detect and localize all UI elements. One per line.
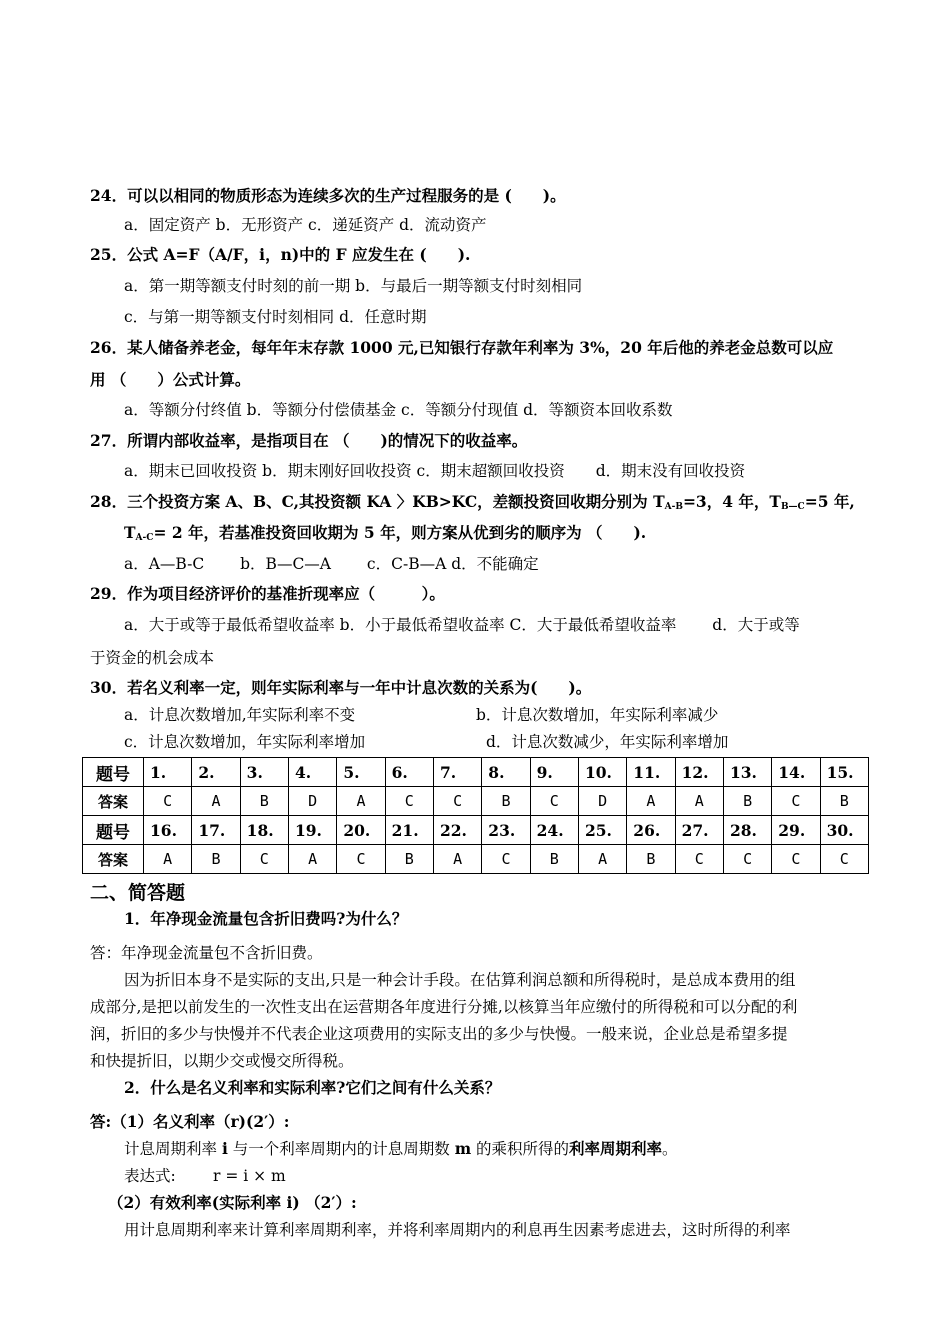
q30-option-c: c．计息次数增加，年实际利率增加 (124, 733, 366, 751)
answer-cell: D (578, 787, 626, 816)
answer-cell: C (820, 845, 868, 874)
label-question-number: 题号 (83, 816, 144, 845)
answer-1-para-line4: 和快提折旧，以期少交或慢交所得税。 (90, 1052, 354, 1070)
q29-options: a．大于或等于最低希望收益率 b．小于最低希望收益率 C．大于最低希望收益率 d．大于或等 (124, 616, 800, 634)
answer-1-lead: 答：年净现金流量包不含折旧费。 (90, 944, 323, 962)
qnum-cell: 29. (772, 816, 820, 845)
q26-options: a．等额分付终值 b．等额分付偿债基金 c．等额分付现值 d．等额资本回收系数 (124, 401, 673, 419)
qnum-cell: 13. (723, 758, 771, 787)
q25-options-1: a．第一期等额支付时刻的前一期 b．与最后一期等额支付时刻相同 (124, 277, 583, 295)
q30-stem: 30．若名义利率一定，则年实际利率与一年中计息次数的关系为( )。 (90, 678, 592, 697)
answer-cell: B (627, 845, 675, 874)
answer-table-number-row-1 (83, 758, 869, 787)
q29-stem: 29．作为项目经济评价的基准折现率应（ ）。 (90, 584, 445, 603)
answer-cell: D (288, 787, 336, 816)
answer-cell: B (482, 787, 530, 816)
qnum-cell: 24. (530, 816, 578, 845)
answer-cell: B (240, 787, 288, 816)
q30-option-a: a．计息次数增加,年实际利率不变 (124, 706, 356, 724)
answer-cell: A (433, 845, 481, 874)
q30-option-d: d．计息次数减少，年实际利率增加 (486, 733, 729, 751)
qnum-cell: 8. (482, 758, 530, 787)
answer-cell: A (675, 787, 723, 816)
q29-options-cont: 于资金的机会成本 (90, 649, 215, 667)
answer-2-expression: r = i × m (213, 1167, 286, 1185)
q28-stem-line1: 28．三个投资方案 A、B、C,其投资额 KA 〉KB>KC，差额投资回收期分别为 $T_{A-B}=3$，4 年，$T_{B—C}=5$ 年, (90, 492, 855, 512)
answer-cell: A (192, 787, 240, 816)
answer-cell: C (337, 845, 385, 874)
qnum-cell: 5. (337, 758, 385, 787)
q26-stem-line2: 用 （ ）公式计算。 (90, 370, 251, 389)
answer-table-answer-row-2 (83, 845, 869, 874)
qnum-cell: 20. (337, 816, 385, 845)
answer-1-para-line2: 成部分,是把以前发生的一次性支出在运营期各年度进行分摊,以核算当年应缴付的所得税和可以分配的利 (90, 998, 798, 1016)
answer-cell: C (482, 845, 530, 874)
qnum-cell: 27. (675, 816, 723, 845)
qnum-cell: 12. (675, 758, 723, 787)
answer-cell: C (675, 845, 723, 874)
qnum-cell: 18. (240, 816, 288, 845)
qnum-cell: 21. (385, 816, 433, 845)
answer-cell: C (385, 787, 433, 816)
answer-cell: C (240, 845, 288, 874)
answer-2-last-line: 用计息周期利率来计算利率周期利率，并将利率周期内的利息再生因素考虑进去，这时所得的利率 (124, 1221, 791, 1239)
answer-1-para-line1: 因为折旧本身不是实际的支出,只是一种会计手段。在估算利润总额和所得税时，是总成本费用的组 (124, 971, 796, 989)
label-question-number: 题号 (83, 758, 144, 787)
label-answer: 答案 (83, 845, 144, 874)
answer-cell: B (723, 787, 771, 816)
q25-stem: 25．公式 A=F（A/F，i，n)中的 F 应发生在 ( ). (90, 245, 471, 264)
answer-cell: A (627, 787, 675, 816)
q26-stem-line1: 26．某人储备养老金，每年年末存款 1000 元,已知银行存款年利率为 3%，20 年后他的养老金总数可以应 (90, 338, 834, 357)
q25-options-2: c．与第一期等额支付时刻相同 d．任意时期 (124, 308, 427, 326)
qnum-cell: 23. (482, 816, 530, 845)
qnum-cell: 17. (192, 816, 240, 845)
answer-cell: C (772, 787, 820, 816)
answer-table-answer-row-1 (83, 787, 869, 816)
answer-table-number-row-2 (83, 816, 869, 845)
answer-cell: A (144, 845, 192, 874)
qnum-cell: 10. (578, 758, 626, 787)
short-question-2: 2．什么是名义利率和实际利率?它们之间有什么关系？ (124, 1078, 501, 1097)
section-title: 二、简答题 (90, 882, 186, 904)
q24-options: a．固定资产 b．无形资产 c．递延资产 d．流动资产 (124, 216, 487, 234)
answer-cell: A (578, 845, 626, 874)
answer-cell: B (820, 787, 868, 816)
short-question-1: 1．年净现金流量包含折旧费吗?为什么？ (124, 909, 408, 928)
qnum-cell: 9. (530, 758, 578, 787)
answer-1-para-line3: 润，折旧的多少与快慢并不代表企业这项费用的实际支出的多少与快慢。一般来说，企业总是希望多提 (90, 1025, 788, 1043)
qnum-cell: 25. (578, 816, 626, 845)
answer-cell: A (337, 787, 385, 816)
qnum-cell: 28. (723, 816, 771, 845)
q27-options: a．期末已回收投资 b．期末刚好回收投资 c．期末超额回收投资 d．期末没有回收投资 (124, 462, 746, 480)
q28-options: a．A—B-C b．B—C—A c．C-B—A d．不能确定 (124, 555, 539, 573)
qnum-cell: 16. (144, 816, 192, 845)
answer-cell: C (723, 845, 771, 874)
label-answer: 答案 (83, 787, 144, 816)
qnum-cell: 22. (433, 816, 481, 845)
answer-2-expression-label: 表达式: (124, 1167, 176, 1185)
qnum-cell: 2. (192, 758, 240, 787)
answer-cell: C (530, 787, 578, 816)
qnum-cell: 30. (820, 816, 868, 845)
answer-cell: B (530, 845, 578, 874)
qnum-cell: 15. (820, 758, 868, 787)
answer-2-definition: 计息周期利率 i 与一个利率周期内的计息周期数 m 的乘积所得的利率周期利率。 (124, 1139, 678, 1158)
qnum-cell: 3. (240, 758, 288, 787)
answer-cell: A (288, 845, 336, 874)
qnum-cell: 19. (288, 816, 336, 845)
qnum-cell: 26. (627, 816, 675, 845)
answer-2-heading: 答:（1）名义利率（r)(2′）: (90, 1112, 290, 1131)
answer-cell: C (433, 787, 481, 816)
answer-table (82, 757, 869, 874)
answer-cell: C (772, 845, 820, 874)
qnum-cell: 6. (385, 758, 433, 787)
answer-2-subheading: （2）有效利率(实际利率 i) （2′）: (108, 1193, 357, 1212)
qnum-cell: 14. (772, 758, 820, 787)
answer-cell: C (144, 787, 192, 816)
q24-stem: 24．可以以相同的物质形态为连续多次的生产过程服务的是 ( )。 (90, 186, 566, 205)
q27-stem: 27．所谓内部收益率，是指项目在 （ )的情况下的收益率。 (90, 431, 528, 450)
answer-cell: B (192, 845, 240, 874)
qnum-cell: 7. (433, 758, 481, 787)
answer-cell: B (385, 845, 433, 874)
q28-stem-line2: $T_{A-C}= 2$ 年，若基准投资回收期为 5 年，则方案从优到劣的顺序为 （ ). (124, 523, 647, 543)
qnum-cell: 4. (288, 758, 336, 787)
q30-option-b: b．计息次数增加，年实际利率减少 (476, 706, 719, 724)
qnum-cell: 11. (627, 758, 675, 787)
qnum-cell: 1. (144, 758, 192, 787)
